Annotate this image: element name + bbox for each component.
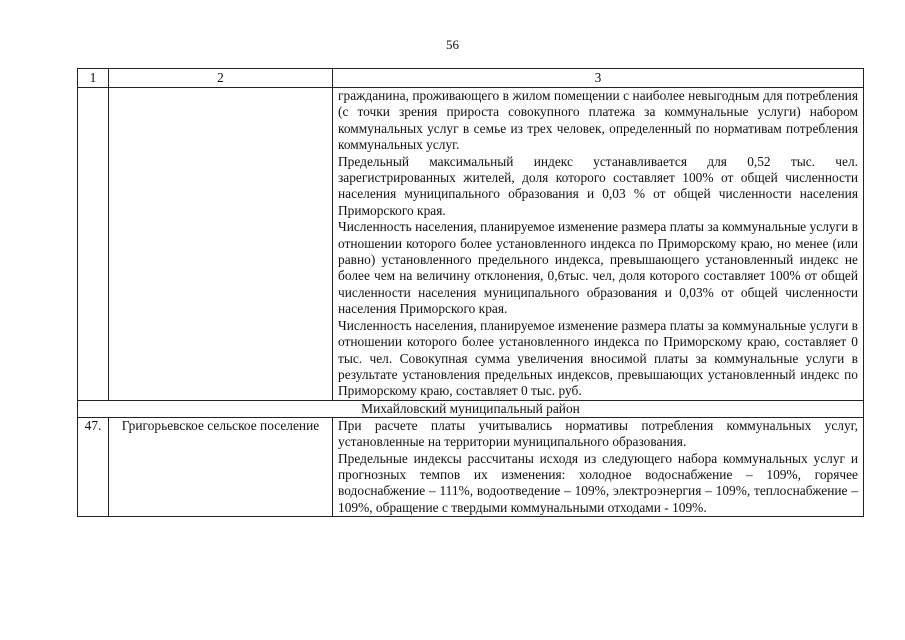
document-table: [77, 68, 864, 517]
section-row: [78, 400, 864, 417]
row-number-cell: 47.: [78, 417, 109, 516]
header-col-3: 3: [333, 69, 864, 88]
header-col-2: 2: [109, 69, 333, 88]
paragraph: Численность населения, планируемое изменение размера платы за коммунальные услуги в отношении которого более установленного индекса по Приморскому краю, но менее (или равно) установленного предельного индекса, превышающего установленный индекс не более чем на величину отклонения, 0,6тыс. чел, доля которого составляет 100% от общей численности населения муниципального образования и 0,03% от общей численности населения Приморского края.: [338, 219, 858, 317]
paragraph: Предельный максимальный индекс устанавливается для 0,52 тыс. чел. зарегистрированных жителей, доля которого составляет 100% от общей численности населения муниципального образования и 0,03 % от общей численности населения Приморского края.: [338, 153, 858, 218]
section-title: Михайловский муниципальный район: [78, 400, 864, 417]
row-content-cell: [333, 417, 864, 516]
table-header-row: [78, 69, 864, 88]
row-name-cell: [109, 88, 333, 401]
paragraph: Предельные индексы рассчитаны исходя из следующего набора коммунальных услуг и прогнозных темпов их изменения: холодное водоснабжение – 109%, горячее водоснабжение – 111%, водоотведение – 109%, электроэнергия – 109%, теплоснабжение – 109%, обращение с твердыми коммунальными отходами - 109%.: [338, 450, 858, 515]
paragraph: При расчете платы учитывались нормативы потребления коммунальных услуг, установленные на территории муниципального образования.: [338, 417, 858, 450]
paragraph: гражданина, проживающего в жилом помещении с наиболее невыгодным для потребления (с точки зрения прироста совокупного платежа за коммунальные услуги) набором коммунальных услуг в семье из трех человек, определенный по нормативам потребления коммунальных услуг.: [338, 88, 858, 153]
row-number-cell: [78, 88, 109, 401]
table-row-continued: [78, 88, 864, 401]
row-content-cell: [333, 88, 864, 401]
header-col-1: 1: [78, 69, 109, 88]
row-name-cell: Григорьевское сельское поселение: [109, 417, 333, 516]
table-row-47: [78, 417, 864, 516]
page-number: 56: [446, 37, 459, 52]
paragraph: Численность населения, планируемое изменение размера платы за коммунальные услуги в отношении которого более установленного индекса по Приморскому краю, составляет 0 тыс. чел. Совокупная сумма увеличения вносимой платы за коммунальные услуги в результате установления предельных индексов, превышающих установленный индекс по Приморскому краю, составляет 0 тыс. руб.: [338, 317, 858, 399]
